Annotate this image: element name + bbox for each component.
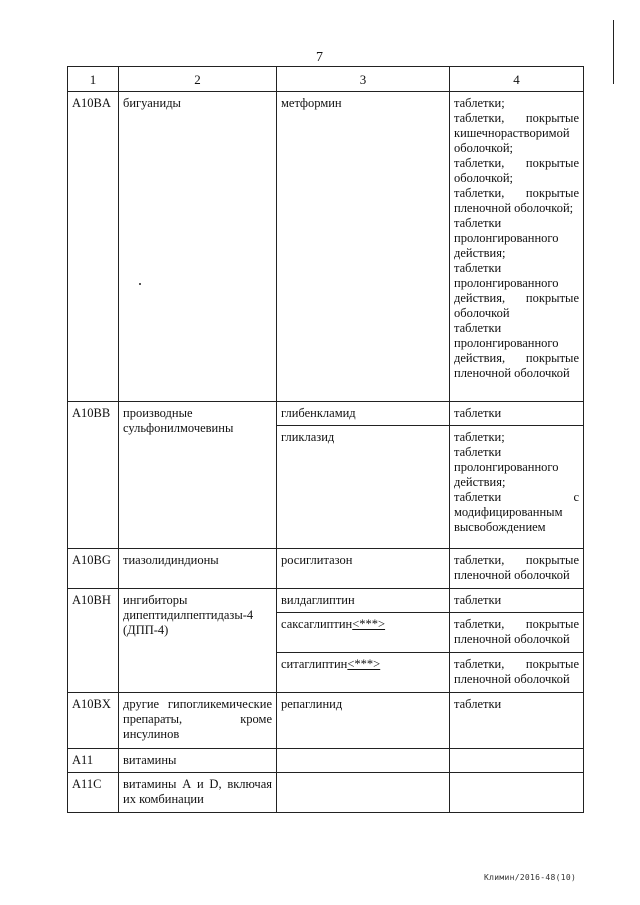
drug-name: глибенкламид	[281, 406, 356, 420]
dosage-form-line: таблетки, покрытые	[454, 186, 579, 200]
table-header-row	[68, 67, 584, 92]
dosage-form-line: пленочной оболочкой;	[454, 201, 574, 215]
dosage-form-line: таблетки	[454, 445, 502, 459]
margin-rule	[613, 20, 614, 84]
dosage-form-line: таблетки	[454, 216, 502, 230]
dosage-form-line: таблетки, покрытые	[454, 553, 579, 567]
dosage-forms-cell	[450, 613, 584, 653]
table-row	[68, 92, 584, 402]
drug-name-cell	[277, 426, 450, 549]
page-number: 7	[316, 50, 323, 65]
drug-name: ситаглиптин	[281, 657, 348, 671]
dosage-forms-cell	[450, 402, 584, 426]
atc-code-cell: A10BA	[68, 92, 119, 402]
dosage-form-line: оболочкой;	[454, 171, 513, 185]
drug-name-cell	[277, 402, 450, 426]
column-header: 1	[68, 67, 119, 92]
dosage-form-line: таблетки, покрытые	[454, 657, 579, 671]
dosage-forms-cell	[450, 92, 584, 402]
drug-name-cell	[277, 549, 450, 589]
drug-name-cell	[277, 693, 450, 749]
table-row	[68, 773, 584, 813]
column-header: 4	[450, 67, 584, 92]
dosage-form-line: таблетки;	[454, 430, 505, 444]
dosage-form-line: оболочкой;	[454, 141, 513, 155]
dosage-form-line: оболочкой	[454, 306, 510, 320]
table-row	[68, 749, 584, 773]
table-row	[68, 693, 584, 749]
drug-name-cell	[277, 653, 450, 693]
drug-name-cell	[277, 749, 450, 773]
drug-name-cell	[277, 613, 450, 653]
group-cell: производные сульфонилмочевины	[119, 402, 277, 549]
dosage-forms-cell	[450, 549, 584, 589]
drug-name: вилдаглиптин	[281, 593, 355, 607]
group-cell: витамины	[119, 749, 277, 773]
dosage-form-line: таблетки, покрытые	[454, 156, 579, 170]
dosage-forms-cell	[450, 693, 584, 749]
dosage-form-line: модифицированным	[454, 505, 563, 519]
dosage-form-line: пленочной оболочкой	[454, 632, 570, 646]
dosage-form-line: действия, покрытые	[454, 351, 579, 365]
atc-code-cell: A11	[68, 749, 119, 773]
drug-name: росиглитазон	[281, 553, 353, 567]
group-cell: ингибиторы дипептидилпептидазы-4 (ДПП-4)	[119, 589, 277, 693]
dosage-form-line: действия;	[454, 475, 506, 489]
dosage-form-line: действия;	[454, 246, 506, 260]
dosage-form-line: таблетки	[454, 593, 502, 607]
group-cell: витамины А и D, включая их комбинации	[119, 773, 277, 813]
footnote-mark-link[interactable]: <***>	[352, 617, 386, 631]
dosage-form-line: таблетки	[454, 261, 502, 275]
drug-name: гликлазид	[281, 430, 335, 444]
dosage-forms-cell	[450, 426, 584, 549]
column-header: 3	[277, 67, 450, 92]
group-cell: другие гипогликемические препараты, кроме инсулинов	[119, 693, 277, 749]
dosage-form-line: пролонгированного	[454, 460, 559, 474]
footnote-mark-link[interactable]: <***>	[347, 657, 381, 671]
table-row	[68, 402, 584, 426]
dosage-forms-cell	[450, 589, 584, 613]
atc-code-cell: A11C	[68, 773, 119, 813]
table-row	[68, 549, 584, 589]
dosage-form-line: кишечнорастворимой	[454, 126, 570, 140]
dosage-form-line: пролонгированного	[454, 231, 559, 245]
drug-name-cell	[277, 92, 450, 402]
dosage-form-line: пленочной оболочкой	[454, 672, 570, 686]
drug-name: метформин	[281, 96, 342, 110]
dosage-form-line: пленочной оболочкой	[454, 568, 570, 582]
atc-code-cell: A10BG	[68, 549, 119, 589]
dosage-form-line: таблетки, покрытые	[454, 617, 579, 631]
atc-code-cell: A10BX	[68, 693, 119, 749]
dosage-form-line: таблетки, покрытые	[454, 111, 579, 125]
column-header: 2	[119, 67, 277, 92]
footer-stamp: Климин/2016-48(10)	[484, 873, 577, 882]
group-cell: тиазолидиндионы	[119, 549, 277, 589]
dosage-form-line: таблетки	[454, 697, 502, 711]
drug-name: репаглинид	[281, 697, 343, 711]
drug-name: саксаглиптин	[281, 617, 353, 631]
atc-code-cell: A10BB	[68, 402, 119, 549]
dosage-forms-cell	[450, 749, 584, 773]
dosage-form-line: таблетки	[454, 321, 502, 335]
dosage-form-line: таблетки;	[454, 96, 505, 110]
dosage-form-line: пленочной оболочкой	[454, 366, 570, 380]
group-cell: бигуаниды	[119, 92, 277, 402]
dosage-form-line: пролонгированного	[454, 336, 559, 350]
atc-code-cell: A10BH	[68, 589, 119, 693]
drug-name-cell	[277, 773, 450, 813]
dosage-forms-cell	[450, 773, 584, 813]
drug-name-cell	[277, 589, 450, 613]
dosage-form-line: таблетки с	[454, 490, 579, 504]
dosage-form-line: действия, покрытые	[454, 291, 579, 305]
dosage-form-line: высвобождением	[454, 520, 546, 534]
drug-table	[67, 66, 584, 813]
dosage-forms-cell	[450, 653, 584, 693]
table-row	[68, 589, 584, 613]
dosage-form-line: таблетки	[454, 406, 502, 420]
dosage-form-line: пролонгированного	[454, 276, 559, 290]
